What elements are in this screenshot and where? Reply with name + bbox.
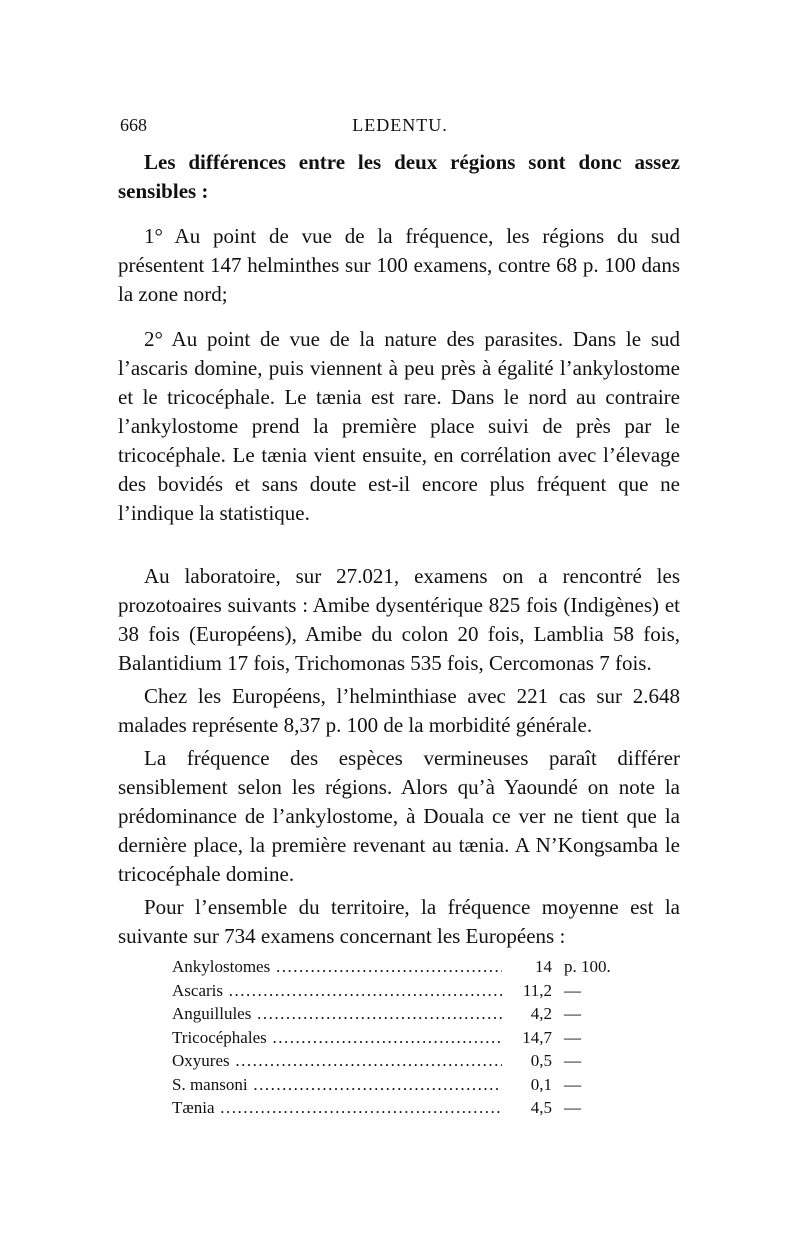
frequency-table: [172, 955, 642, 1120]
row-unit: —: [564, 1098, 581, 1117]
row-value: 14: [502, 955, 552, 979]
row-unit: —: [564, 1027, 581, 1047]
paragraph-frequency: 1° Au point de vue de la fréquence, les régions du sud présentent 147 helminthes sur 100 examens, contre 68 p. 100 dans la zone nord;: [118, 224, 680, 306]
table-row: [172, 1073, 642, 1097]
table-row: [172, 1002, 642, 1026]
row-label: Ascaris .....: [172, 979, 502, 1003]
row-value: 4,2: [502, 1002, 552, 1026]
row-unit: —: [564, 980, 581, 1000]
table-row: [172, 979, 642, 1003]
row-unit: —: [564, 1004, 581, 1023]
paragraph-differences: Les différences entre les deux régions sont donc assez sensibles :: [118, 150, 680, 203]
row-unit: —: [564, 1074, 581, 1094]
page-header: [120, 115, 680, 141]
paragraph-territory-average: Pour l’ensemble du territoire, la fréquence moyenne est la suivante sur 734 examens concernant les Européens :: [118, 895, 680, 948]
row-value: 4,5: [502, 1096, 552, 1120]
paragraph-regional-frequency: La fréquence des espèces vermineuses paraît différer sensiblement selon les régions. Alors qu’à Yaoundé on note la prédominance de l’ankylostome, à Douala ce ver ne tient que la dernière place, la première revenant au tænia. A N’Kongsamba le tricocéphale domine.: [118, 746, 680, 886]
row-value: 11,2: [502, 979, 552, 1003]
row-label: Tænia .....: [172, 1096, 502, 1120]
page-number: 668: [120, 115, 147, 135]
row-label: Anguillules .....: [172, 1002, 502, 1026]
paragraph-laboratory: Au laboratoire, sur 27.021, examens on a rencontré les prozotoaires suivants : Amibe dysentérique 825 fois (Indigènes) et 38 fois (Européens), Amibe du colon 20 fois, Lamblia 58 fois, Balantidium 17 fois, Trichomonas 535 fois, Cercomonas 7 fois.: [118, 564, 680, 675]
row-unit: —: [564, 1051, 581, 1070]
paragraph-nature-parasites: 2° Au point de vue de la nature des parasites. Dans le sud l’ascaris domine, puis viennent à peu près à égalité l’ankylostome et le tricocéphale. Le tænia est rare. Dans le nord au contraire l’ankylostome prend la première place suivi de près par le tricocéphale. Le tænia vient ensuite, en corrélation avec l’élevage des bovidés et sans doute est-il encore plus fréquent que ne l’indique la statistique.: [118, 327, 680, 525]
body-text: [118, 148, 680, 951]
row-label: Tricocéphales .....: [172, 1026, 502, 1050]
table-row: [172, 1096, 642, 1120]
table-row: [172, 1026, 642, 1050]
row-value: 14,7: [502, 1026, 552, 1050]
row-value: 0,5: [502, 1049, 552, 1073]
row-value: 0,1: [502, 1073, 552, 1097]
table-row: [172, 955, 642, 979]
table-row: [172, 1049, 642, 1073]
row-label: S. mansoni .....: [172, 1073, 502, 1097]
paragraph-europeans: Chez les Européens, l’helminthiase avec 221 cas sur 2.648 malades représente 8,37 p. 100 de la morbidité générale.: [118, 684, 680, 737]
row-unit: p. 100.: [564, 957, 611, 976]
row-label: Ankylostomes .....: [172, 955, 502, 979]
row-label: Oxyures .....: [172, 1049, 502, 1073]
running-head: LEDENTU.: [352, 115, 448, 135]
